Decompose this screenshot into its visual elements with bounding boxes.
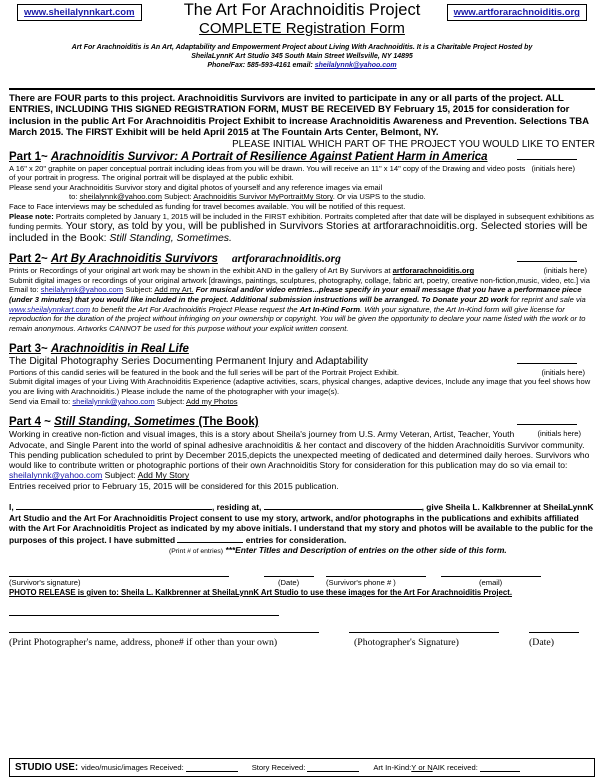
studio-use-box (9, 758, 595, 777)
site-link[interactable]: www.sheilalynnkart.com (9, 304, 91, 314)
text: Working in creative non-fiction and visual images, this is a story about Sheila's journey from U.S. Army Veteran, Artist, Teacher, Youth Advocate, and Single Parent into the world of spinal adhesive arachnoiditis & her contact and discovery of the hidden Arachnoiditis Survivor community. This pending publication scheduled to print by December 2015,depicts the unexpected meeting of dedicated and determined daily heroes. Survivors who would like to contribute written or photographic portions of their own Arachnoiditis Story for consideration for this publication may do so via email to: (9, 429, 590, 471)
part-2-site: artforarachnoiditis.org (231, 253, 341, 266)
part-1-email-line (9, 192, 426, 201)
text: Send via Email to: (9, 396, 73, 406)
photo-release: PHOTO RELEASE is given to: Sheila L. Kalkbrenner at SheilaLynnK Art Studio to use these images for the Art For Arachnoiditis Project. (9, 587, 512, 597)
part-label: Part 4 (9, 416, 41, 429)
initials-label: (initials here) (531, 163, 575, 173)
part-1-publication: Your story, as told by you, will be published in Survivors Stories at artforarachnoiditis.org. Selected stories will be included in the Book: (9, 220, 588, 244)
page-subtitle: COMPLETE Registration Form (199, 20, 405, 37)
separator: ~ (40, 253, 51, 266)
aik-received-field[interactable] (480, 764, 520, 772)
story-received-label: Story Received: (251, 763, 306, 772)
initial-instruction: PLEASE INITIAL WHICH PART OF THE PROJECT YOU WOULD LIKE TO ENTER (232, 138, 595, 150)
note-label: Please note: (9, 211, 54, 221)
photographer-signature-line[interactable] (349, 632, 499, 633)
email-label: (email) (479, 577, 503, 587)
survivor-signature-label: (Survivor's signature) (9, 577, 81, 587)
text: entries for consideration. (243, 534, 347, 545)
header (9, 0, 595, 86)
website-link-text[interactable]: www.sheilalynnkart.com (24, 7, 135, 18)
part-2-initials-field[interactable] (517, 261, 577, 262)
text: . Or via USPS to the studio. (332, 192, 426, 202)
initials-label: (initials here) (541, 367, 585, 377)
story-received-field[interactable] (307, 764, 359, 772)
email-subject: Add My Story (137, 470, 190, 481)
date-label: (Date) (278, 577, 300, 587)
page-title: The Art For Arachnoiditis Project (183, 1, 421, 19)
text: Subject: (154, 396, 186, 406)
separator: ~ (40, 150, 51, 163)
email-subject: Add my Photos (186, 396, 238, 406)
contact-email-link[interactable]: sheilalynnk@yahoo.com (314, 62, 397, 69)
other-side-note: ***Enter Titles and Description of entries on the other side of this form. (223, 545, 507, 556)
part-4-initials-field[interactable] (517, 424, 577, 425)
part-title-suffix: (The Book) (195, 416, 259, 429)
part-1-instructions: Please send your Arachnoiditis Survivor story and digital photos of yourself and any reference images via email (9, 182, 383, 192)
site-link[interactable]: artforarachnoiditis.org (392, 266, 475, 276)
text: to: (69, 192, 80, 202)
photographer-signature-label: (Photographer's Signature) (354, 636, 459, 648)
survivor-email-field[interactable] (441, 576, 551, 587)
part-title: Arachnoiditis in Real Life (50, 343, 189, 356)
email-subject: Arachnoiditis Survivor MyPortraitMy Story (193, 192, 333, 202)
print-entries-note: (Print # of entries) (169, 548, 224, 556)
contact-line (9, 61, 595, 70)
phone-label: (Survivor's phone # ) (326, 577, 396, 587)
entries-count-field[interactable] (177, 534, 243, 543)
part-label: Part 1 (9, 150, 41, 163)
email-link[interactable]: sheilalynnk@yahoo.com (9, 470, 103, 481)
aik-received-label: AIK received: (432, 763, 478, 772)
initials-label: (initials here) (543, 266, 587, 276)
survivor-phone-field[interactable] (326, 576, 441, 587)
survivor-date-field[interactable] (264, 576, 326, 587)
part-label: Part 3 (9, 343, 41, 356)
part-1-heading (9, 151, 595, 164)
photographer-labels (9, 637, 595, 648)
initials-label: (initials here) (537, 429, 581, 439)
part-1-initials-field[interactable] (517, 159, 577, 160)
part-3-subtitle: The Digital Photography Series Documenting Permanent Injury and Adaptability (9, 356, 369, 368)
part-4-body (9, 429, 595, 491)
photographer-name-line-1[interactable] (9, 615, 279, 616)
part-3-description: Portions of this candid series will be featured in the book and the full series will be part of the Portrait Project Exhibit. (9, 367, 400, 377)
studio-use-label: STUDIO USE: (15, 762, 79, 773)
part-2-body (9, 266, 595, 333)
part-1-description: A 16" x 20" graphite on paper conceptual portrait including ideas from you will be drawn. You will receive an 11" x 14" copy of the Drawing and video posts of your portrait in progress. The original portrait will be displayed at the public exhibit. (9, 163, 526, 183)
consent-statement (9, 501, 595, 558)
survivor-signature-row (9, 576, 595, 587)
email-link[interactable]: sheilalynnk@yahoo.com (72, 396, 155, 406)
part-3-initials-field[interactable] (517, 363, 577, 364)
part-3-section (9, 343, 595, 406)
email-subject: Add my Art. (154, 285, 194, 295)
phone-fax: Phone/Fax: 585-593-4161 email: (207, 62, 315, 69)
text: Subject: (162, 192, 194, 202)
part-title: Art By Arachnoiditis Survivors (50, 253, 218, 266)
part-label: Part 2 (9, 253, 41, 266)
address-field[interactable] (264, 501, 422, 510)
part-2-section (9, 253, 595, 333)
part-1-note: Portraits completed by January 1, 2015 will be included in the FIRST exhibition. Portraits completed after that date will be displayed in subsequent exhibitions as funding permits. (9, 211, 594, 232)
text: to benefit the Art For Arachnoiditis Project Please request the (90, 304, 300, 314)
text: , give Sheila L. Kalkbrenner at SheilaLynnK Art Studio and the Art For Arachnoiditis Project consent to use my story, artwork, and/or photographs in the publications and exhibits affiliated with the Art For Arachnoiditis Project as indicated by my above initials. I understand that my story and photos will be available to the public for the purposes of this project. I have submitted (9, 502, 594, 545)
part-1-body (9, 164, 595, 245)
part-4-heading (9, 416, 595, 429)
media-received-label: video/music/images Received: (81, 763, 184, 772)
part-1-interviews: Face to Face interviews may be scheduled as funding for travel becomes available. You will be notified of this request. (9, 202, 406, 211)
separator: ~ (40, 343, 51, 356)
part-3-heading (9, 343, 595, 356)
text: . With your signature, the Art In-Kind form will give license for reproduction for the duration of the project without infringing on your ownership or copyright. You will be given the opportunity to declare your name listed with the work or to remain anonymous. Artworks CANNOT be used for this purpose without your explicit written consent. (9, 304, 586, 333)
part-title: Still Standing, Sometimes (54, 416, 196, 429)
photographer-date-line[interactable] (529, 632, 579, 633)
separator: ~ (40, 416, 55, 429)
part-3-instructions: Submit digital images of your Living With Arachnoiditis Experience (adaptive activities, scars, physical changes, adaptive devices, Include any image that you feel shows how you are living with Arachnoiditis.) Please include the name of the photographer with your image(s). (9, 377, 591, 397)
text: I, (9, 502, 16, 512)
photographer-name-label: (Print Photographer's name, address, phone# if other than your own) (9, 636, 278, 648)
photographer-lines (9, 632, 595, 633)
text: Subject: (123, 285, 155, 295)
text: , residing at, (211, 502, 264, 512)
tagline-text: Art For Arachnoiditis is An Art, Adaptability and Empowerment Project about Living With Arachnoiditis. It is a Charitable Project Hosted by (71, 44, 533, 51)
part-4-section (9, 416, 595, 491)
media-received-field[interactable] (186, 764, 238, 772)
part-title: Arachnoiditis Survivor: A Portrait of Resilience Against Patient Harm in America (50, 150, 488, 163)
part-3-body (9, 368, 595, 406)
text: Submit digital images or recordings of your original artwork [drawings, paintings, sculptures, photography, collage, fabric art, poetry, creative non-fiction,music, video, etc.] via Email to: (9, 275, 590, 295)
website-link-text[interactable]: www.artforarachnoiditis.org (453, 7, 580, 18)
email-link[interactable]: sheilalynnk@yahoo.com (40, 285, 124, 295)
art-in-kind-label: Art In-Kind: (373, 763, 412, 772)
art-in-kind-form: Art In-Kind Form (299, 304, 360, 314)
text: for reprint and sale via (508, 294, 586, 304)
intro-paragraph: There are FOUR parts to this project. Arachnoiditis Survivors are invited to participate in any or all parts of the project. ALL ENTRIES, INCLUDING THIS SIGNED REGISTRATION FORM, MUST BE RECEIVED BY February 15, 2015 for consideration for inclusion in the public Art For Arachnoiditis Project Exhibit to increase Arachnoiditis Awareness and Prevention. Selections TBA March 2015. The FIRST Exhibit will be held April 2015 at The Fountain Arts Center, Belmont, NY. (9, 93, 589, 139)
header-divider (9, 88, 595, 90)
text: Prints or Recordings of your original art work may be shown in the exhibit AND in the gallery of Art By Survivors at (9, 266, 393, 276)
text: Subject: (102, 470, 138, 481)
book-title: Still Standing, Sometimes. (109, 231, 232, 244)
text: For musical and/or video entries...please specify in your email message that you have a performance piece (under 3 minutes) that you would like included in the project. Additional submission instructions will be arranged. To Donate your 2D work (9, 285, 582, 304)
photographer-date-label: (Date) (529, 636, 555, 648)
email-link[interactable]: sheilalynnk@yahoo.com (79, 192, 162, 202)
name-field[interactable] (16, 501, 212, 510)
part-1-section (9, 151, 595, 245)
text: Entries received prior to February 15, 2015 will be considered for this 2015 publication. (9, 480, 339, 491)
art-in-kind-yn[interactable]: Y or N (411, 763, 433, 772)
survivor-signature-field[interactable] (9, 576, 264, 587)
part-2-heading (9, 253, 595, 266)
project-tagline (9, 43, 595, 70)
studio-address: SheilaLynnK Art Studio 345 South Main Street Wellsville, NY 14895 (191, 53, 413, 60)
photographer-name-line-2[interactable] (9, 632, 319, 633)
